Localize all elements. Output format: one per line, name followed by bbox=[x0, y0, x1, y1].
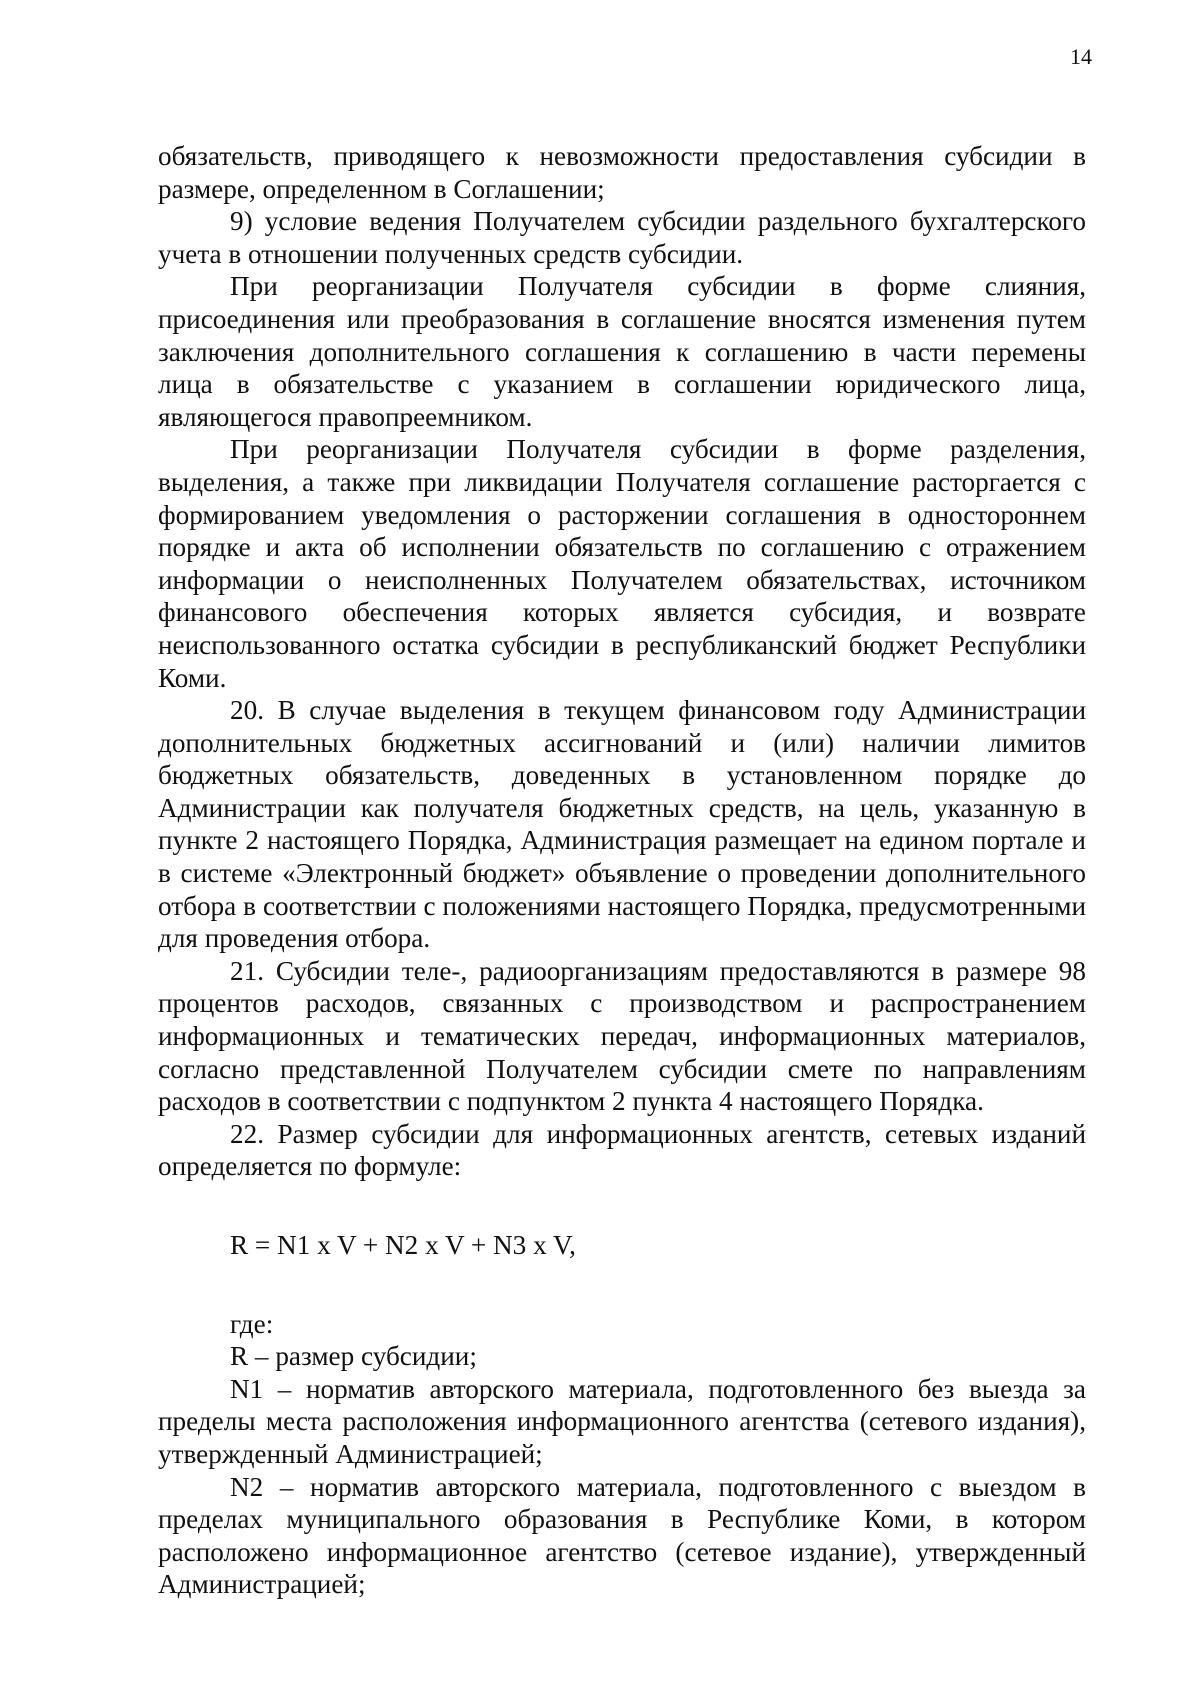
paragraph-reorganization-division: При реорганизации Получателя субсидии в форме разделения, выделения, а также при ликвидации Получателя соглашение расторгается с формированием уведомления о расторжении соглашения в одностороннем порядке и акта об исполнении обязательств по соглашению с отражением информации о неисполненных Получателем обязательствах, источником финансового обеспечения которых является субсидия, и возврате неиспользованного остатка субсидии в республиканский бюджет Республики Коми. bbox=[158, 434, 1086, 693]
definition-r: R – размер субсидии; bbox=[230, 1341, 477, 1372]
definitions-intro: где: bbox=[230, 1308, 274, 1339]
paragraph-continuation: обязательств, приводящего к невозможности предоставления субсидии в размере, определенном в Соглашении; bbox=[158, 141, 1086, 204]
page-number: 14 bbox=[1070, 44, 1092, 69]
paragraph-clause-21: 21. Субсидии теле-, радиоорганизациям предоставляются в размере 98 процентов расходов, связанных с производством и распространением информационных и тематических передач, информационных материалов, согласно представленной Получателем субсидии смете по направлениям расходов в соответствии с подпунктом 2 пункта 4 настоящего Порядка. bbox=[158, 955, 1086, 1117]
paragraph-reorganization-merger: При реорганизации Получателя субсидии в форме слияния, присоединения или преобразования в соглашение вносятся изменения путем заключения дополнительного соглашения к соглашению в части перемены лица в обязательстве с указанием в соглашении юридического лица, являющегося правопреемником. bbox=[158, 271, 1086, 432]
document-body bbox=[158, 140, 1086, 1601]
paragraph-clause-20: 20. В случае выделения в текущем финансовом году Администрации дополнительных бюджетных ассигнований и (или) наличии лимитов бюджетных обязательств, доведенных в установленном порядке до Администрации как получателя бюджетных средств, на цель, указанную в пункте 2 настоящего Порядка, Администрация размещает на едином портале и в системе «Электронный бюджет» объявление о проведении дополнительного отбора в соответствии с положениями настоящего Порядка, предусмотренными для проведения отбора. bbox=[158, 695, 1086, 954]
definition-n1: N1 – норматив авторского материала, подготовленного без выезда за пределы места расположения информационного агентства (сетевого издания), утвержденный Администрацией; bbox=[158, 1373, 1086, 1469]
subsidy-formula: R = N1 x V + N2 x V + N3 x V, bbox=[230, 1230, 576, 1260]
paragraph-item-9: 9) условие ведения Получателем субсидии раздельного бухгалтерского учета в отношении полученных средств субсидии. bbox=[158, 206, 1086, 269]
definition-n2: N2 – норматив авторского материала, подготовленного с выездом в пределах муниципального образования в Республике Коми, в котором расположено информационное агентство (сетевое издание), утвержденный Администрацией; bbox=[158, 1471, 1086, 1600]
paragraph-clause-22: 22. Размер субсидии для информационных агентств, сетевых изданий определяется по формуле: bbox=[158, 1118, 1086, 1182]
